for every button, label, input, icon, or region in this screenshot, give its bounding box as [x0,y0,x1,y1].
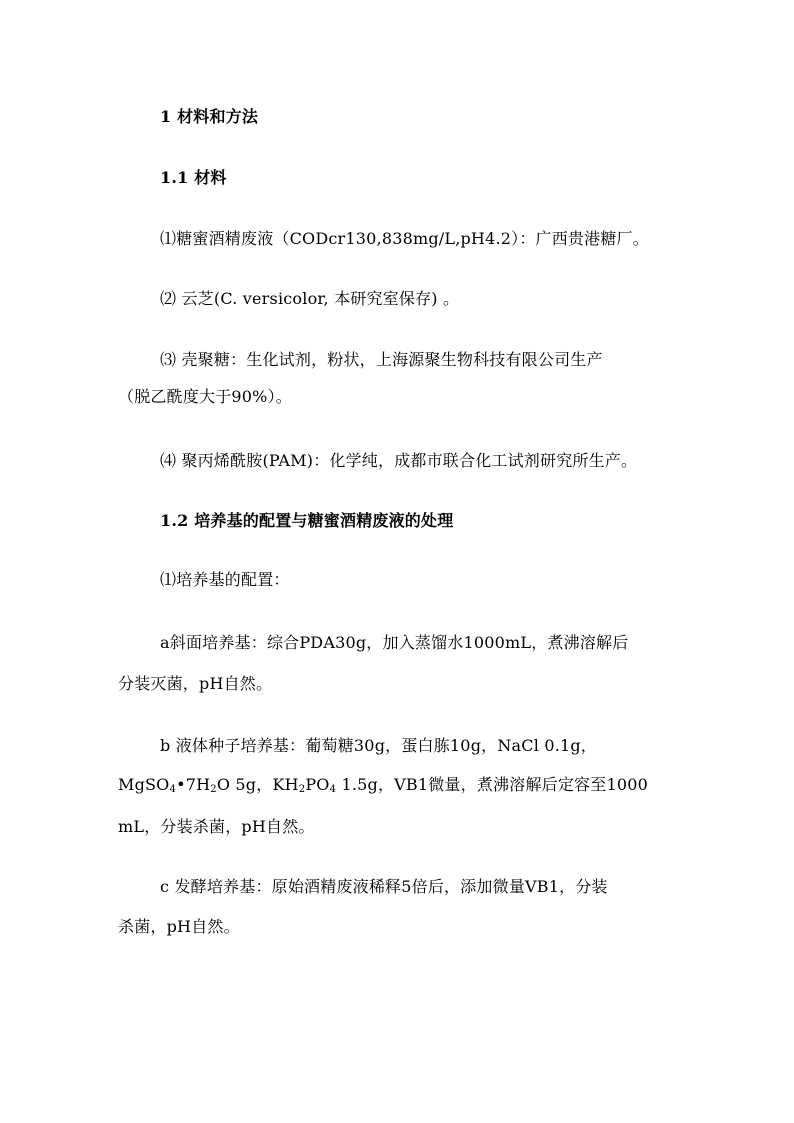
material-item-2: ⑵ 云芝(C. versicolor, 本研究室保存) 。 [160,289,460,308]
material-item-3-line-1: ⑶ 壳聚糖：生化试剂，粉状，上海源聚生物科技有限公司生产 [160,350,603,369]
media-a-line-1: a斜面培养基：综合PDA30g，加入蒸馏水1000mL，煮沸溶解后 [160,633,629,652]
media-b-line-2-rest: 1.5g，VB1微量，煮沸溶解后定容至1000 [336,775,648,794]
formula-hydrate: •7H [176,775,211,794]
media-b-line-1: b 液体种子培养基：葡萄糖30g，蛋白胨10g，NaCl 0.1g， [160,736,598,755]
media-a-line-2: 分装灭菌，pH自然。 [118,674,273,693]
media-b-line-2 [118,773,648,797]
subscript: 2 [298,784,306,795]
material-item-3-line-2: （脱乙酰度大于90%）。 [118,387,292,406]
media-intro: ⑴培养基的配置： [160,570,290,589]
media-b-line-3: mL，分装杀菌，pH自然。 [118,817,315,836]
media-c-line-1: c 发酵培养基：原始酒精废液稀释5倍后，添加微量VB1，分装 [160,877,608,896]
formula-kh2: O 5g，KH [216,775,299,794]
subsection-heading-materials: 1.1 材料 [160,168,227,187]
subscript: 2 [210,784,217,795]
formula-po4: PO [305,775,330,794]
formula-mgso4: MgSO [118,775,170,794]
subscript: 4 [329,784,337,795]
material-item-1: ⑴糖蜜酒精废液（CODcr130,838mg/L,pH4.2）：广西贵港糖厂。 [160,229,649,248]
media-c-line-2: 杀菌，pH自然。 [118,917,240,936]
subscript: 4 [169,784,177,795]
material-item-4: ⑷ 聚丙烯酰胺(PAM)：化学纯，成都市联合化工试剂研究所生产。 [160,451,638,470]
subsection-heading-media: 1.2 培养基的配置与糖蜜酒精废液的处理 [160,511,454,530]
section-heading-materials-and-methods: 1 材料和方法 [160,107,259,126]
